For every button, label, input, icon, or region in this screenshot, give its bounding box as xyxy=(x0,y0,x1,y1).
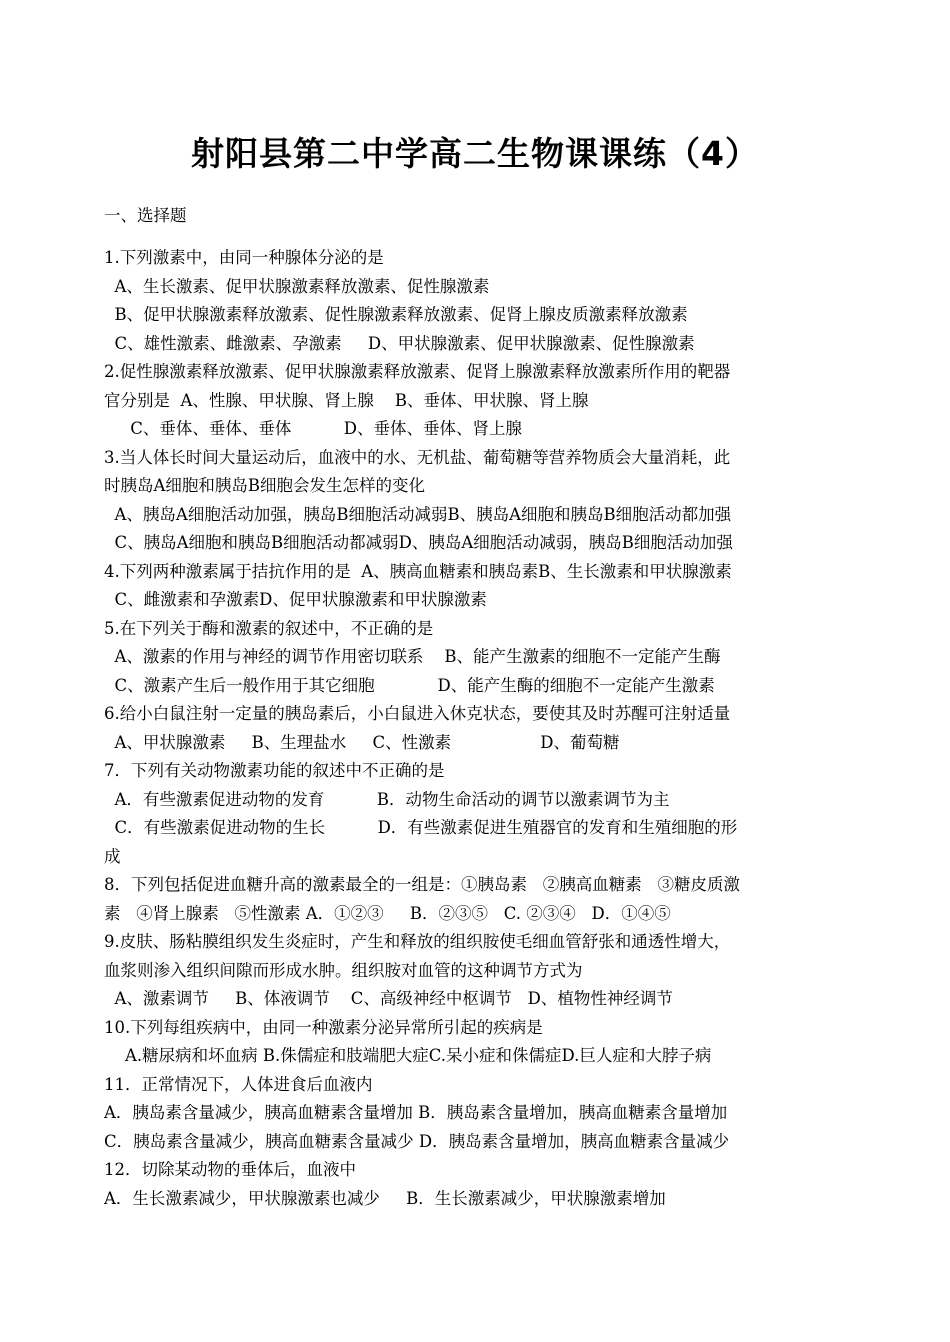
text-line: 11．正常情况下，人体进食后血液内 xyxy=(104,1074,373,1094)
text-line: A、胰岛A细胞活动加强，胰岛B细胞活动减弱B、胰岛A细胞和胰岛B细胞活动都加强 xyxy=(104,504,732,524)
text-line: A、生长激素、促甲状腺激素释放激素、促性腺激素 xyxy=(104,276,490,296)
section-heading: 一、选择题 xyxy=(104,206,187,225)
text-line: A、激素调节 B、体液调节 C、高级神经中枢调节 D、植物性神经调节 xyxy=(104,989,673,1008)
text-line: 8．下列包括促进血糖升高的激素最全的一组是：①胰岛素 ②胰高血糖素 ③糖皮质激 xyxy=(104,875,740,894)
text-line: 官分别是 A、性腺、甲状腺、肾上腺 B、垂体、甲状腺、肾上腺 xyxy=(104,390,589,410)
text-line: 时胰岛A细胞和胰岛B细胞会发生怎样的变化 xyxy=(104,476,426,495)
text-line: 7．下列有关动物激素功能的叙述中不正确的是 xyxy=(104,761,445,780)
text-line: 6.给小白鼠注射一定量的胰岛素后，小白鼠进入休克状态，要使其及时苏醒可注射适量 xyxy=(104,704,731,723)
text-line: 血浆则渗入组织间隙而形成水肿。组织胺对血管的这种调节方式为 xyxy=(104,960,583,980)
text-line: C、雌激素和孕激素D、促甲状腺激素和甲状腺激素 xyxy=(104,590,487,609)
question-body xyxy=(104,244,849,1213)
text-line: C、垂体、垂体、垂体 D、垂体、垂体、肾上腺 xyxy=(104,419,523,438)
text-line: 4.下列两种激素属于拮抗作用的是 A、胰高血糖素和胰岛素B、生长激素和甲状腺激素 xyxy=(104,561,732,581)
text-line: 10.下列每组疾病中，由同一种激素分泌异常所引起的疾病是 xyxy=(104,1017,543,1037)
text-line: 3.当人体长时间大量运动后，血液中的水、无机盐、葡萄糖等营养物质会大量消耗，此 xyxy=(104,447,731,467)
text-line: B、促甲状腺激素释放激素、促性腺激素释放激素、促肾上腺皮质激素释放激素 xyxy=(104,305,688,324)
text-line: 1.下列激素中，由同一种腺体分泌的是 xyxy=(104,248,384,267)
text-line: A、甲状腺激素 B、生理盐水 C、性激素 D、葡萄糖 xyxy=(104,732,620,752)
text-line: C、激素产生后一般作用于其它细胞 D、能产生酶的细胞不一定能产生激素 xyxy=(104,675,715,695)
text-line: A．有些激素促进动物的发育 B．动物生命活动的调节以激素调节为主 xyxy=(104,789,670,809)
text-line: C、雄性激素、雌激素、孕激素 D、甲状腺激素、促甲状腺激素、促性腺激素 xyxy=(104,333,695,353)
text-line: A.糖尿病和坏血病 B.侏儒症和肢端肥大症C.呆小症和侏儒症D.巨人症和大脖子病 xyxy=(104,1046,712,1065)
page-title: 射阳县第二中学高二生物课课练（4） xyxy=(191,134,759,173)
text-line: C．有些激素促进动物的生长 D．有些激素促进生殖器官的发育和生殖细胞的形 xyxy=(104,818,738,837)
text-line: A．生长激素减少，甲状腺激素也减少 B．生长激素减少，甲状腺激素增加 xyxy=(104,1188,666,1208)
text-line: 5.在下列关于酶和激素的叙述中，不正确的是 xyxy=(104,618,434,638)
text-line: 9.皮肤、肠粘膜组织发生炎症时，产生和释放的组织胺使毛细血管舒张和通透性增大， xyxy=(104,932,731,951)
text-line: 2.促性腺激素释放激素、促甲状腺激素释放激素、促肾上腺激素释放激素所作用的靶器 xyxy=(104,362,731,381)
text-line: 素 ④肾上腺素 ⑤性激素 A．①②③ B．②③⑤ C. ②③④ D．①④⑤ xyxy=(104,903,671,923)
text-line: C．胰岛素含量减少，胰高血糖素含量减少 D．胰岛素含量增加，胰高血糖素含量减少 xyxy=(104,1131,730,1151)
text-line: C、胰岛A细胞和胰岛B细胞活动都减弱D、胰岛A细胞活动减弱，胰岛B细胞活动加强 xyxy=(104,533,733,552)
text-line: 成 xyxy=(104,846,121,866)
text-line: A．胰岛素含量减少，胰高血糖素含量增加 B．胰岛素含量增加，胰高血糖素含量增加 xyxy=(104,1103,728,1122)
text-line: A、激素的作用与神经的调节作用密切联系 B、能产生激素的细胞不一定能产生酶 xyxy=(104,647,721,666)
text-line: 12．切除某动物的垂体后，血液中 xyxy=(104,1160,356,1179)
